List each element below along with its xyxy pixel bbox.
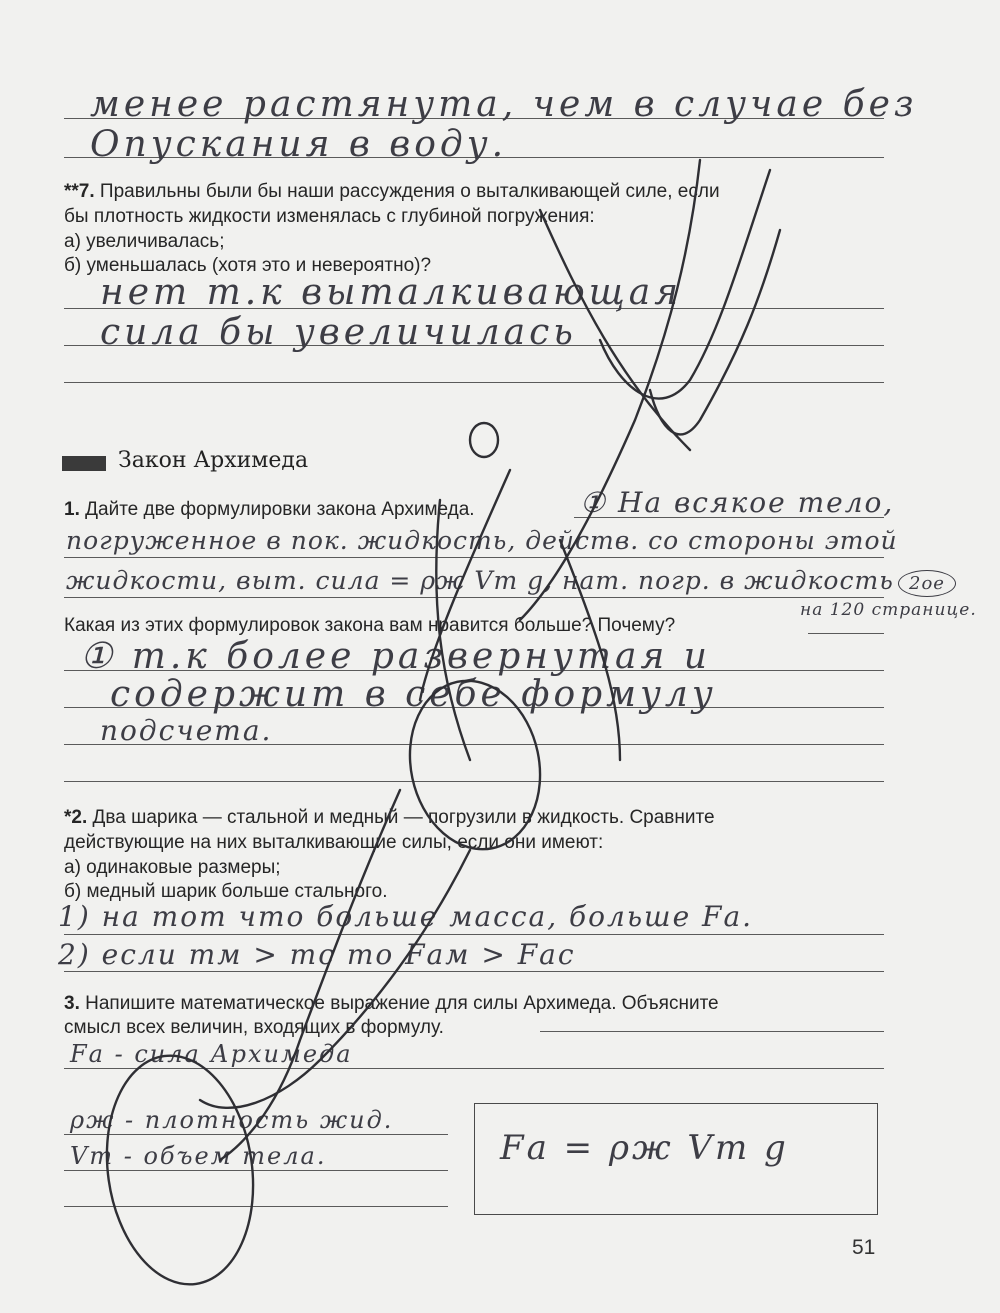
scribble-stroke — [420, 470, 510, 700]
section-title: Закон Архимеда — [118, 448, 309, 473]
handwritten-answer: содержит в себе формулу — [110, 674, 717, 715]
task-1-text: Дайте две формулировки закона Архимеда. — [85, 499, 475, 520]
check-mark-stroke — [520, 160, 700, 620]
handwritten-circled-note: 2ое — [898, 570, 956, 597]
handwritten-note: на 120 странице. — [800, 600, 977, 620]
task-7-text: Правильны были бы наши рассуждения о выталкивающей силе, если — [99, 181, 720, 202]
handwritten-formula: Fа = ρж Vт g — [500, 1128, 789, 1168]
handwritten-answer: сила бы увеличилась — [100, 312, 577, 353]
handwritten-answer: нет т.к выталкивающая — [100, 272, 683, 313]
task-7-line-2: бы плотность жидкости изменялась с глубиной погружения: — [64, 206, 595, 227]
task-2-number: *2. — [64, 807, 88, 828]
small-circle-mark — [470, 423, 498, 457]
task-3-number: 3. — [64, 993, 80, 1014]
task-2-text: Два шарика — стальной и медный — погрузили в жидкость. Сравните — [92, 807, 715, 828]
scribble-stroke — [200, 850, 470, 1108]
page-number: 51 — [852, 1236, 876, 1259]
task-1-extra-question: Какая из этих формулировок закона вам нравится больше? Почему? — [64, 615, 676, 636]
check-mark-stroke — [600, 170, 770, 399]
task-7-option-a: а) увеличивалась; — [64, 231, 225, 252]
handwritten-answer: жидкости, выт. сила = ρж Vт g, нат. погр. в жидкость — [66, 566, 894, 595]
task-2-option-a: а) одинаковые размеры; — [64, 857, 281, 878]
handwritten-answer: подсчета. — [100, 714, 273, 747]
task-2-option-b: б) медный шарик больше стального. — [64, 881, 388, 902]
handwritten-answer: Fа - сила Архимеда — [70, 1040, 353, 1068]
large-loop-mark — [395, 669, 556, 862]
handwritten-answer: ① На всякое тело, — [580, 486, 895, 519]
large-loop-mark — [93, 1046, 268, 1294]
handwritten-answer: 2) если mм > mс то Fам > Fас — [58, 938, 576, 971]
scribble-stroke — [560, 540, 620, 760]
check-mark-stroke — [540, 210, 690, 450]
task-2-line-2: действующие на них выталкивающие силы, если они имеют: — [64, 832, 604, 853]
handwritten-answer: ① т.к более развернутая и — [80, 636, 711, 677]
task-3-line-2: смысл всех величин, входящих в формулу. — [64, 1017, 444, 1038]
handwritten-answer: Vт - объем тела. — [70, 1142, 327, 1170]
handwritten-answer: 1) на тот что больше масса, больше Fа. — [58, 900, 754, 933]
task-1-number: 1. — [64, 499, 80, 520]
handwritten-answer: Опускания в воду. — [90, 124, 508, 165]
task-3-text: Напишите математическое выражение для силы Архимеда. Объясните — [85, 993, 719, 1014]
task-7-option-b: б) уменьшалась (хотя это и невероятно)? — [64, 255, 432, 276]
handwritten-answer: менее растянута, чем в случае без — [90, 84, 918, 125]
task-7-number: **7. — [64, 181, 95, 202]
handwritten-answer: погруженное в пок. жидкость, действ. со стороны этой — [66, 526, 898, 555]
handwritten-answer: ρж - плотность жид. — [70, 1106, 394, 1134]
